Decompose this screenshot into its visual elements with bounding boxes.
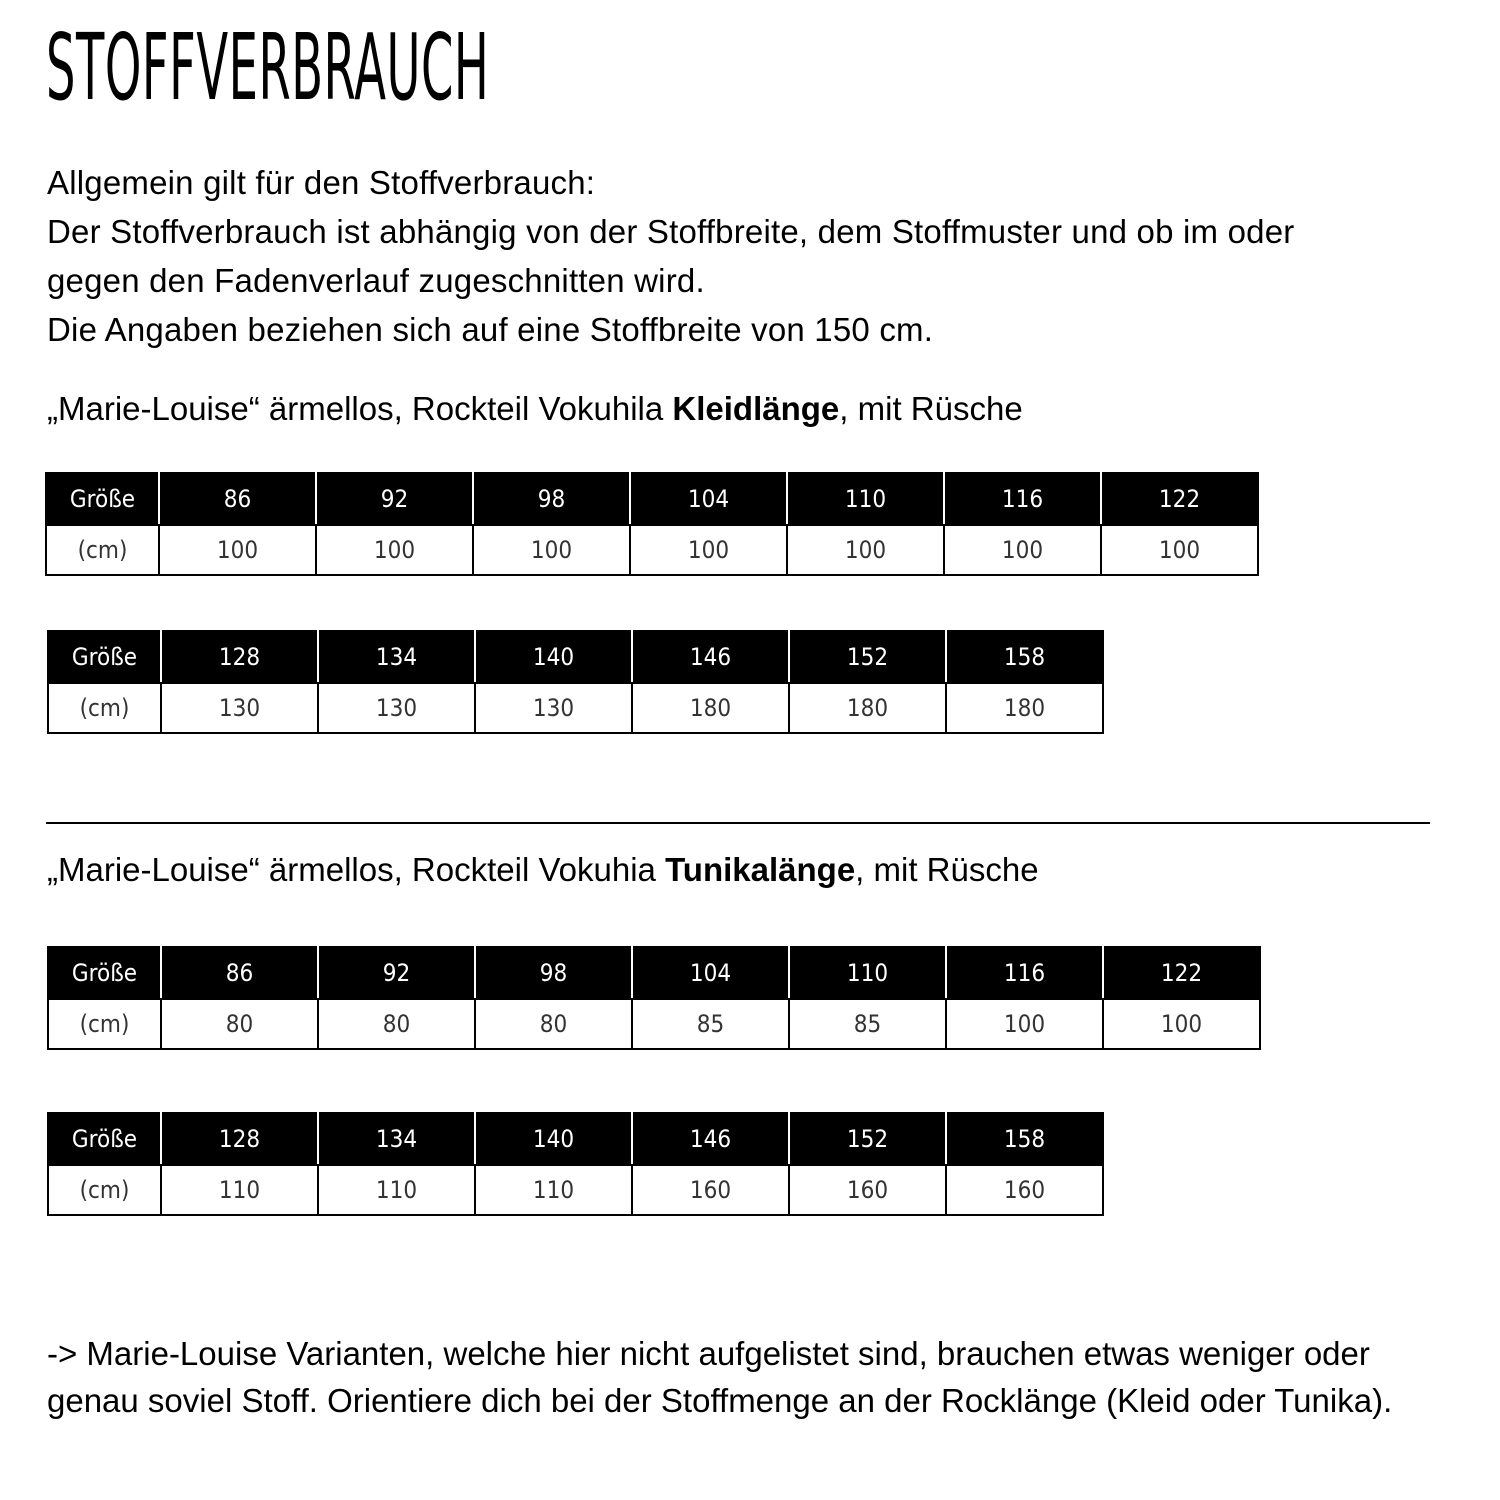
value-cell: 180 [632,683,789,733]
value-cell: 80 [318,999,475,1049]
header-label-cell: Größe [48,947,161,999]
header-label-cell: Größe [48,1113,161,1165]
value-cell: 100 [787,525,944,575]
header-label-cell: Größe [48,631,161,683]
value-cell: 180 [789,683,946,733]
section-heading-kleid [47,392,1023,425]
size-cell: 128 [161,631,318,683]
size-cell: 110 [787,473,944,525]
value-cell: 110 [318,1165,475,1215]
size-cell: 146 [632,631,789,683]
value-cell: 100 [1103,999,1260,1049]
fabric-value-row [48,1165,1103,1215]
value-cell: 80 [475,999,632,1049]
section-heading-tunika [47,853,1039,886]
value-cell: 100 [473,525,630,575]
size-header-row [46,473,1258,525]
size-cell: 98 [475,947,632,999]
size-cell: 140 [475,631,632,683]
size-cell: 158 [946,1113,1103,1165]
size-cell: 98 [473,473,630,525]
intro-line: Allgemein gilt für den Stoffverbrauch: [47,164,596,201]
divider [46,822,1430,824]
heading-bold: Tunikalänge [665,851,856,888]
size-cell: 128 [161,1113,318,1165]
size-cell: 140 [475,1113,632,1165]
size-cell: 152 [789,631,946,683]
size-cell: 134 [318,631,475,683]
size-header-row [48,631,1103,683]
size-cell: 86 [161,947,318,999]
intro-line: gegen den Fadenverlauf zugeschnitten wird. [47,262,705,299]
value-cell: 100 [316,525,473,575]
value-label-cell: (cm) [48,1165,161,1215]
value-label-cell: (cm) [48,683,161,733]
size-cell: 158 [946,631,1103,683]
value-cell: 100 [946,999,1103,1049]
intro-line: Der Stoffverbrauch ist abhängig von der Stoffbreite, dem Stoffmuster und ob im oder [47,213,1295,250]
page-title: STOFFVERBRAUCH [46,14,490,121]
value-cell: 85 [789,999,946,1049]
size-cell: 116 [946,947,1103,999]
value-cell: 180 [946,683,1103,733]
value-cell: 160 [789,1165,946,1215]
size-cell: 122 [1103,947,1260,999]
size-cell: 152 [789,1113,946,1165]
intro-line: Die Angaben beziehen sich auf eine Stoffbreite von 150 cm. [47,311,934,348]
size-cell: 116 [944,473,1101,525]
footer-note: -> Marie-Louise Varianten, welche hier nicht aufgelistet sind, brauchen etwas weniger oder genau soviel Stoff. Orientiere dich bei der Stoffmenge an der Rocklänge (Kleid oder Tunika). [47,1335,1393,1419]
size-cell: 86 [159,473,316,525]
size-cell: 104 [630,473,787,525]
size-cell: 134 [318,1113,475,1165]
size-cell: 92 [316,473,473,525]
value-cell: 130 [318,683,475,733]
size-cell: 92 [318,947,475,999]
value-cell: 110 [161,1165,318,1215]
size-header-row [48,947,1260,999]
value-cell: 110 [475,1165,632,1215]
heading-bold: Kleidlänge [672,390,840,427]
size-cell: 110 [789,947,946,999]
intro-text [47,158,1467,354]
value-cell: 160 [632,1165,789,1215]
heading-text: „Marie-Louise“ ärmellos, Rockteil Vokuhila [47,390,673,427]
heading-text: , mit Rüsche [855,851,1039,888]
value-cell: 160 [946,1165,1103,1215]
size-table [47,946,1261,1050]
fabric-value-row [46,525,1258,575]
value-cell: 85 [632,999,789,1049]
value-cell: 100 [1101,525,1258,575]
size-table [45,472,1259,576]
value-cell: 130 [475,683,632,733]
heading-text: „Marie-Louise“ ärmellos, Rockteil Vokuhia [47,851,666,888]
value-label-cell: (cm) [46,525,159,575]
value-cell: 100 [944,525,1101,575]
value-cell: 100 [159,525,316,575]
value-cell: 130 [161,683,318,733]
header-label-cell: Größe [46,473,159,525]
fabric-value-row [48,999,1260,1049]
heading-text: , mit Rüsche [839,390,1023,427]
value-cell: 80 [161,999,318,1049]
fabric-value-row [48,683,1103,733]
size-table [47,1112,1104,1216]
size-table [47,630,1104,734]
size-cell: 146 [632,1113,789,1165]
value-label-cell: (cm) [48,999,161,1049]
size-cell: 104 [632,947,789,999]
size-header-row [48,1113,1103,1165]
size-cell: 122 [1101,473,1258,525]
value-cell: 100 [630,525,787,575]
